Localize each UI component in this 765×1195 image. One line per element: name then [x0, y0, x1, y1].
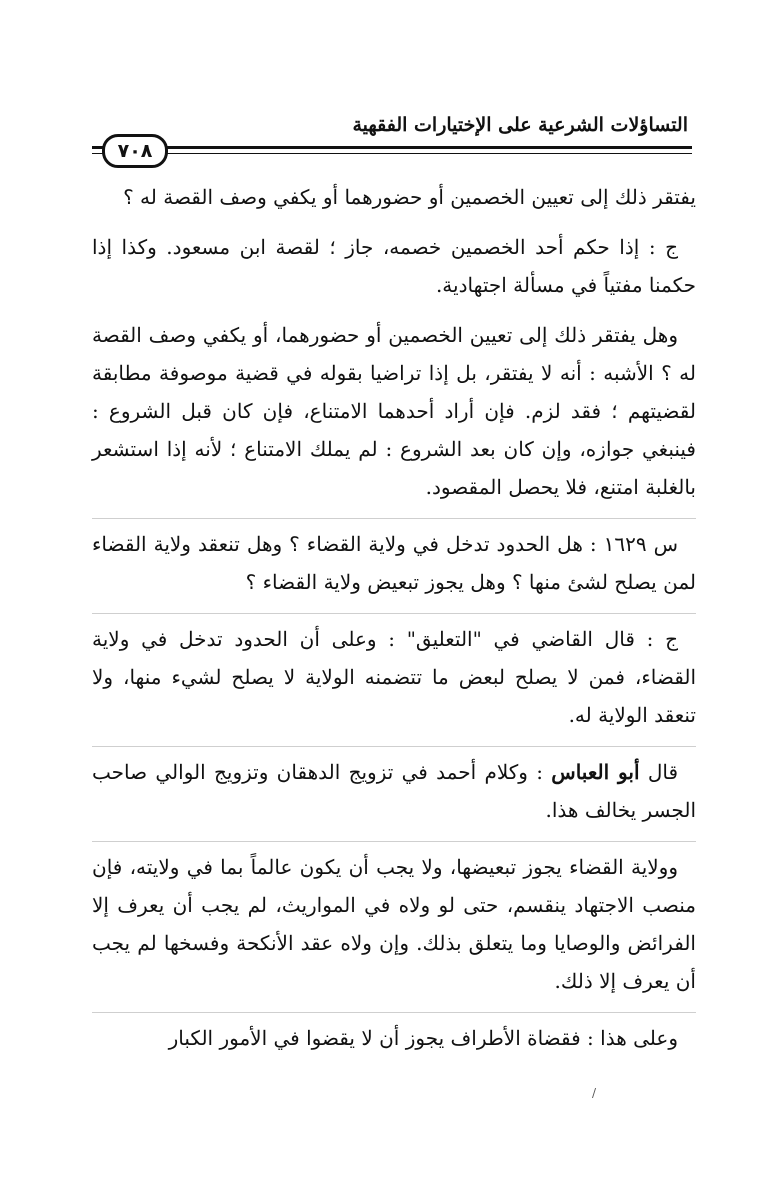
header-rule-thin: [92, 153, 692, 154]
page-header: [92, 110, 692, 166]
discussion-paragraph: وهل يفتقر ذلك إلى تعيين الخصمين أو حضورهما، أو يكفي وصف القصة له ؟ الأشبه : أنه لا يفتقر، بل إذا تراضيا بقوله في قضية موصوفة مطابقة لقضيتهم ؛ فقد لزم. فإن أراد أحدهما الامتناع، فإن كان قبل الشروع : فينبغي جوازه، وإن كان بعد الشروع : لم يملك الامتناع ؛ لأنه إذا استشعر بالغلبة امتنع، فلا يحصل المقصود.: [92, 323, 696, 499]
quote-text: : وكلام أحمد في تزويج الدهقان وتزويج الوالي صاحب الجسر يخالف هذا.: [92, 760, 696, 822]
page-body: [92, 178, 696, 1069]
quote-lead: قال: [647, 760, 679, 784]
header-rule-thick: [92, 146, 692, 149]
answer-paragraph-2: ج : قال القاضي في "التعليق" : وعلى أن الحدود تدخل في ولاية القضاء، فمن لا يصلح لبعض ما تتضمنه الولاية لا يصلح لشيء منها، ولا تنعقد الولاية له.: [92, 613, 696, 734]
closing-paragraph: وعلى هذا : فقضاة الأطراف يجوز أن لا يقضوا في الأمور الكبار: [92, 1012, 696, 1057]
ruling-paragraph: وولاية القضاء يجوز تبعيضها، ولا يجب أن يكون عالماً بما في ولايته، فإن منصب الاجتهاد ينقسم، حتى لو ولاه في المواريث، لم يجب أن يعرف إلا الفرائض والوصايا وما يتعلق بذلك. وإن ولاه عقد الأنكحة وفسخها لم يجب أن يعرف إلا ذلك.: [92, 841, 696, 1000]
question-paragraph: س ١٦٢٩ : هل الحدود تدخل في ولاية القضاء ؟ وهل تنعقد ولاية القضاء لمن يصلح لشئ منها ؟ وهل يجوز تبعيض ولاية القضاء ؟: [92, 518, 696, 601]
page-footer-mark: /: [592, 1086, 597, 1100]
page-number: ٧٠٨: [117, 139, 153, 162]
running-title: التساؤلات الشرعية على الإختيارات الفقهية: [352, 114, 688, 136]
speaker-name: أبو العباس: [551, 760, 640, 784]
quote-paragraph: [92, 746, 696, 829]
paragraph-continuation: يفتقر ذلك إلى تعيين الخصمين أو حضورهما أو يكفي وصف القصة له ؟: [123, 185, 696, 209]
page-number-badge: [102, 134, 168, 168]
answer-paragraph: ج : إذا حكم أحد الخصمين خصمه، جاز ؛ لقصة ابن مسعود. وكذا إذا حكمنا مفتياً في مسألة اجتهادية.: [92, 235, 696, 297]
